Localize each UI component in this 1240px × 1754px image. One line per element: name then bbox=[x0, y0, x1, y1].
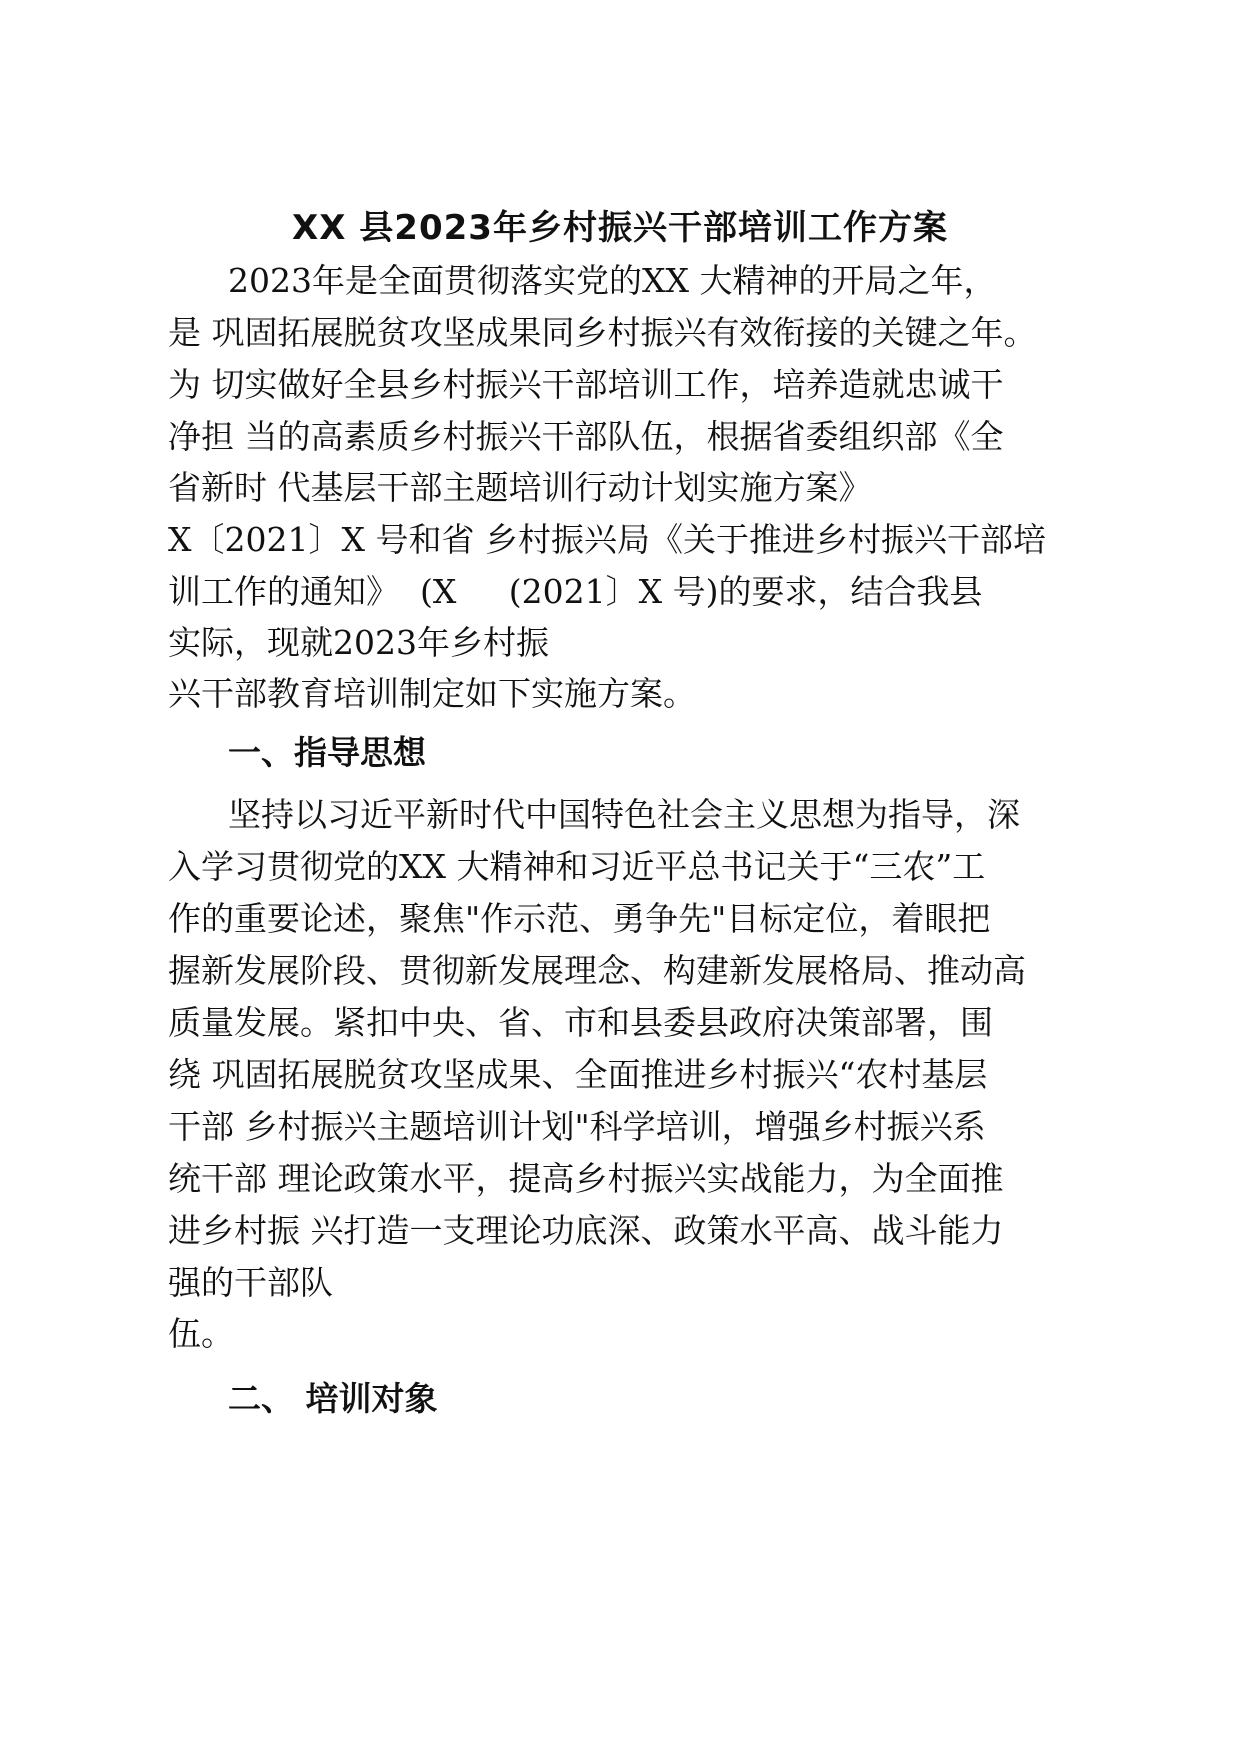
intro-line-5: 省新时 代基层干部主题培训行动计划实施方案》 bbox=[168, 468, 872, 507]
intro-line-3: 为 切实做好全县乡村振兴干部培训工作，培养造就忠诚干 bbox=[168, 365, 1004, 404]
section-heading-training-targets: 二、 培训对象 bbox=[228, 1379, 438, 1418]
section1-line-4: 握新发展阶段、贯彻新发展理念、构建新发展格局、推动高 bbox=[168, 951, 1026, 990]
section1-line-2: 入学习贯彻党的XX 大精神和习近平总书记关于“三农”工 bbox=[168, 847, 986, 886]
section1-line-11: 伍。 bbox=[168, 1314, 234, 1353]
intro-line-9: 兴干部教育培训制定如下实施方案。 bbox=[168, 674, 696, 713]
document-title: XX 县2023年乡村振兴干部培训工作方案 bbox=[292, 208, 948, 248]
intro-line-1: 2023年是全面贯彻落实党的XX 大精神的开局之年， bbox=[228, 261, 997, 300]
section1-line-9: 进乡村振 兴打造一支理论功底深、政策水平高、战斗能力 bbox=[168, 1211, 1004, 1250]
section1-line-10: 强的干部队 bbox=[168, 1263, 333, 1302]
section-heading-guiding-ideology: 一、指导思想 bbox=[228, 733, 426, 772]
section1-line-1: 坚持以习近平新时代中国特色社会主义思想为指导，深 bbox=[228, 795, 1020, 834]
intro-line-7: 训工作的通知》 (X (2021〕X 号)的要求，结合我县 bbox=[168, 572, 983, 611]
section1-line-5: 质量发展。紧扣中央、省、市和县委县政府决策部署，围 bbox=[168, 1003, 993, 1042]
intro-line-4: 净担 当的高素质乡村振兴干部队伍，根据省委组织部《全 bbox=[168, 417, 1004, 456]
section1-line-3: 作的重要论述，聚焦"作示范、勇争先"目标定位，着眼把 bbox=[168, 899, 991, 938]
section1-line-7: 干部 乡村振兴主题培训计划"科学培训，增强乡村振兴系 bbox=[168, 1107, 986, 1146]
section1-line-8: 统干部 理论政策水平，提高乡村振兴实战能力，为全面推 bbox=[168, 1159, 1004, 1198]
intro-line-2: 是 巩固拓展脱贫攻坚成果同乡村振兴有效衔接的关键之年。 bbox=[168, 313, 1037, 352]
intro-line-8: 实际，现就2023年乡村振 bbox=[168, 623, 549, 662]
intro-line-6: X〔2021〕X 号和省 乡村振兴局《关于推进乡村振兴干部培 bbox=[168, 520, 1046, 559]
section1-line-6: 绕 巩固拓展脱贫攻坚成果、全面推进乡村振兴“农村基层 bbox=[168, 1055, 988, 1094]
